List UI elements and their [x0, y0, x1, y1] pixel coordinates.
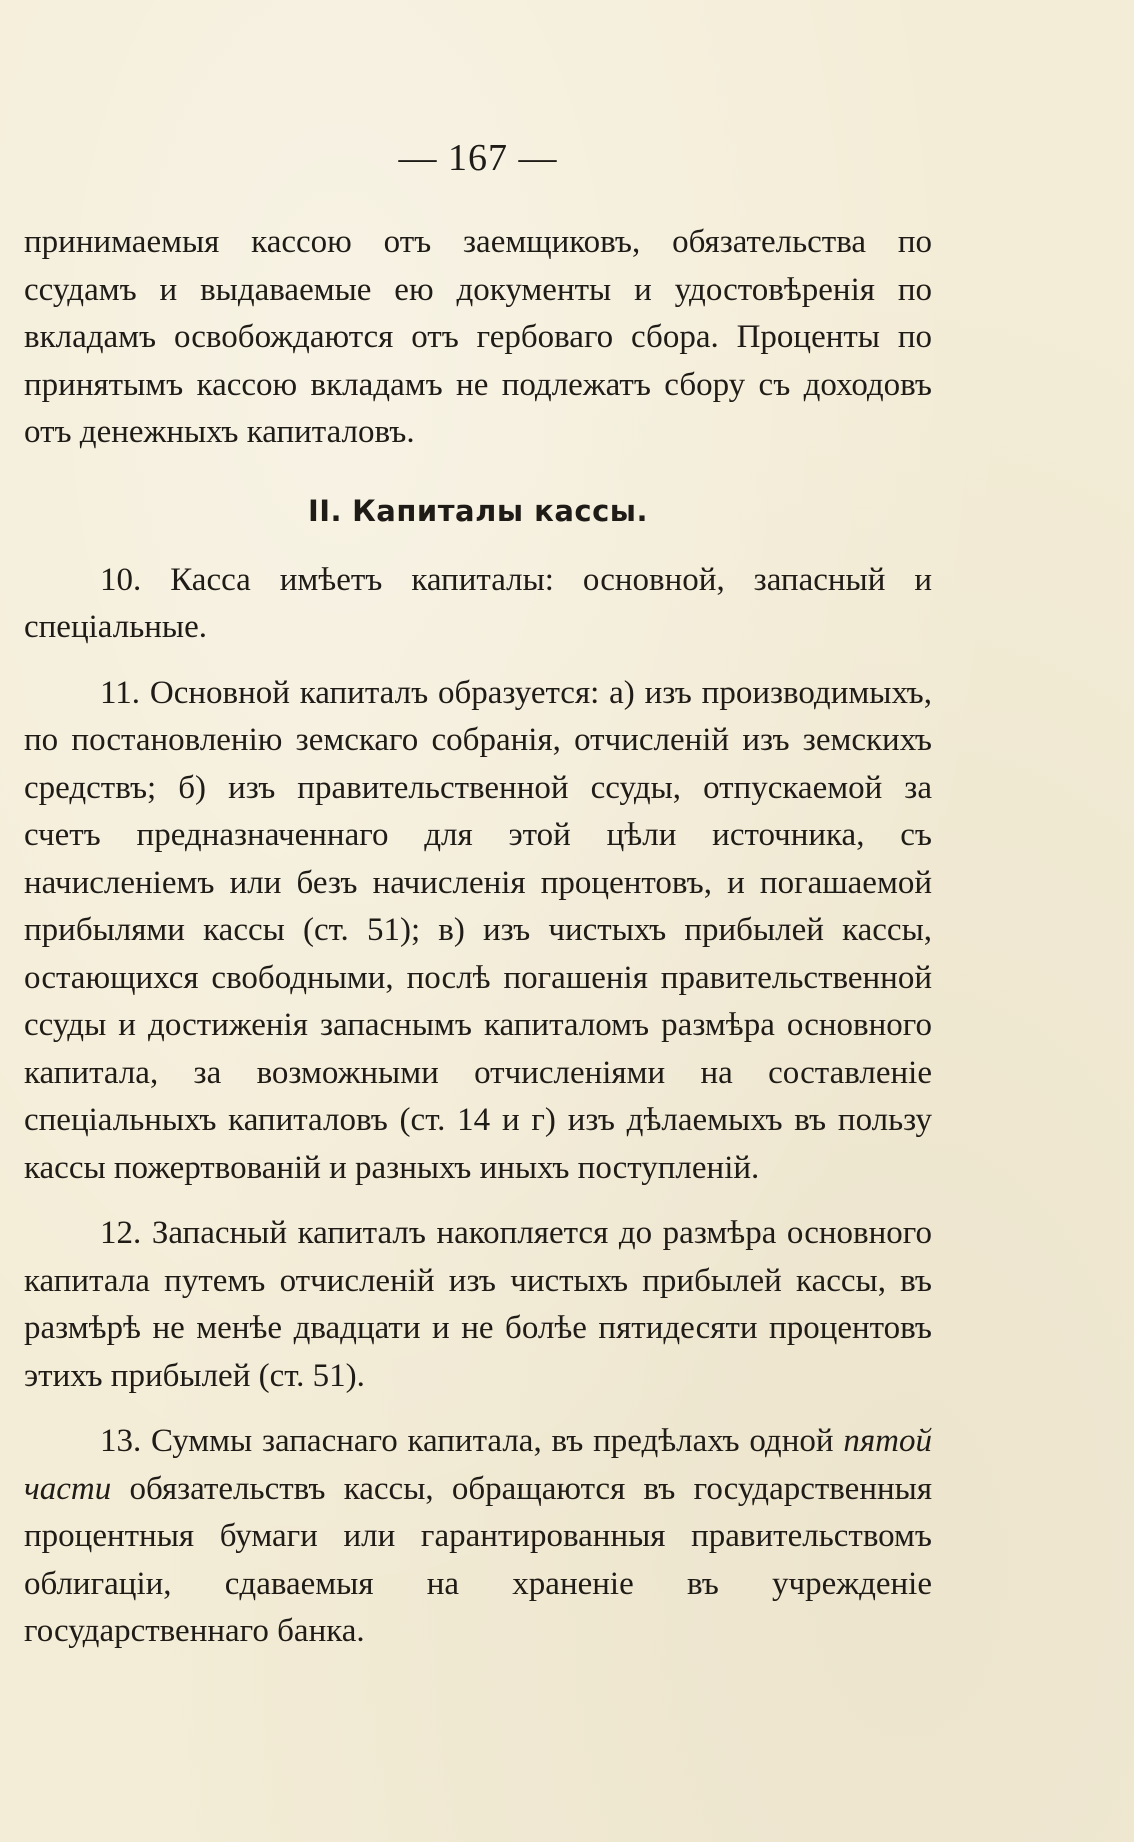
article-12: 12. Запасный капиталъ накопляется до размѣра основного капитала путемъ отчисленій изъ чистыхъ прибылей кассы, въ размѣрѣ не менѣе двадцати и не болѣе пятидесяти процентовъ этихъ прибылей (ст. 51). [24, 1215, 932, 1394]
page-body [24, 219, 932, 1656]
section-number: II. [307, 493, 343, 528]
section-title: Капиталы кассы. [352, 493, 649, 528]
article-11: 11. Основной капиталъ образуется: а) изъ производимыхъ, по постановленію земскаго собранія, отчисленій изъ земскихъ средствъ; б) изъ правительственной ссуды, отпускаемой за счетъ предназначеннаго для этой цѣли источника, съ начисленіемъ или безъ начисленія процентовъ, и погашаемой прибылями кассы (ст. 51); в) изъ чистыхъ прибылей кассы, остающихся свободными, послѣ погашенія правительственной ссуды и достиженія запаснымъ капиталомъ размѣра основного капитала, за возможными отчисленіями на составленіе спеціальныхъ капиталовъ (ст. 14 и г) изъ дѣлаемыхъ въ пользу кассы пожертвованій и разныхъ иныхъ поступленій. [24, 674, 932, 1186]
section-heading [24, 491, 932, 531]
page-number: — 167 — [398, 137, 558, 179]
article-10: 10. Касса имѣетъ капиталы: основной, запасный и спеціальные. [24, 561, 932, 645]
article-13 [24, 1418, 932, 1656]
article-13-text-end: обязательствъ кассы, обращаются въ государственныя процентныя бумаги или гарантированныя правительствомъ облигаціи, сдаваемыя на храненіе въ учрежденіе государственнаго банка. [24, 1470, 932, 1649]
article-13-emphasis: пятой части [24, 1423, 932, 1507]
article-13-text-start: 13. Суммы запаснаго капитала, въ предѣлахъ одной [100, 1423, 844, 1459]
paragraph-continued: принимаемыя кассою отъ заемщиковъ, обязательства по ссудамъ и выдаваемые ею документы и удостовѣренія по вкладамъ освобождаются отъ гербоваго сбора. Проценты по принятымъ кассою вкладамъ не подлежатъ сбору съ доходовъ отъ денежныхъ капиталовъ. [24, 224, 932, 450]
